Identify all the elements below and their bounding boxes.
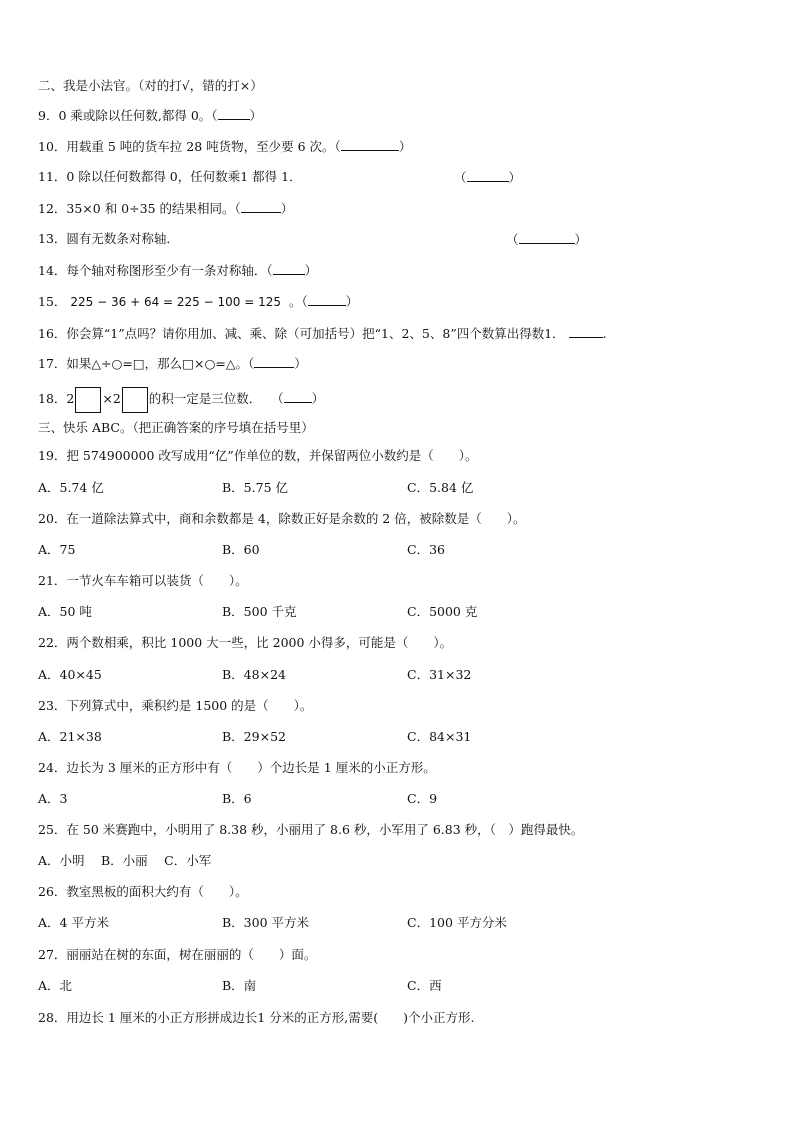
option-a[interactable]: A．3 xyxy=(38,791,68,806)
answer-blank[interactable] xyxy=(467,169,509,182)
option-b[interactable]: B．5.75 亿 xyxy=(222,480,288,495)
answer-blank[interactable] xyxy=(341,138,399,151)
option-c[interactable]: C．5.84 亿 xyxy=(407,480,474,495)
option-b[interactable]: B．48×24 xyxy=(222,667,286,682)
option-c[interactable]: C．84×31 xyxy=(407,729,472,744)
question-21: 21．一节火车车箱可以装货（ ）。 xyxy=(38,573,248,588)
question-10: 10．用载重 5 吨的货车拉 28 吨货物，至少要 6 次。（ ） xyxy=(38,139,412,154)
question-12: 12．35×0 和 0÷35 的结果相同。（ ） xyxy=(38,201,294,216)
question-18: 18．2 ×2 的积一定是三位数． （ ） xyxy=(38,386,324,413)
math-expression: 225 − 36 + 64 = 225 − 100 = 125 xyxy=(70,295,281,309)
answer-blank[interactable] xyxy=(273,262,305,275)
question-number: 16． xyxy=(38,326,67,341)
question-number: 10． xyxy=(38,139,67,154)
question-number: 18． xyxy=(38,391,67,406)
question-20: 20．在一道除法算式中，商和余数都是 4，除数正好是余数的 2 倍，被除数是（ ）。 xyxy=(38,511,526,526)
answer-blank[interactable] xyxy=(218,107,250,120)
option-a[interactable]: A．北 xyxy=(38,978,73,993)
option-b[interactable]: B．300 平方米 xyxy=(222,915,310,930)
question-text: 如果△÷○=□，那么□×○=△。（ xyxy=(66,356,255,371)
option-a[interactable]: A．4 平方米 xyxy=(38,915,109,930)
question-text: 35×0 和 0÷35 的结果相同。（ xyxy=(66,201,241,216)
option-a[interactable]: A．21×38 xyxy=(38,729,102,744)
option-b[interactable]: B．29×52 xyxy=(222,729,286,744)
answer-blank[interactable] xyxy=(308,293,346,306)
option-b[interactable]: B．500 千克 xyxy=(222,604,297,619)
option-a[interactable]: A．40×45 xyxy=(38,667,102,682)
option-a[interactable]: A．50 吨 xyxy=(38,604,92,619)
question-text: 的积一定是三位数． xyxy=(148,391,262,406)
question-28: 28．用边长 1 厘米的小正方形拼成边长1 分米的正方形,需要( )个小正方形. xyxy=(38,1010,475,1025)
option-a[interactable]: A．75 xyxy=(38,542,76,557)
question-16: 16．你会算“1”点吗？请你用加、减、乘、除（可加括号）把“1、2、5、8”四个数算出得数1． . xyxy=(38,326,607,341)
option-c[interactable]: C．36 xyxy=(407,542,445,557)
answer-blank[interactable] xyxy=(254,355,294,368)
options-inline[interactable]: A．小明 B．小丽 C．小军 xyxy=(38,853,212,868)
answer-blank[interactable] xyxy=(519,231,575,244)
question-text: 你会算“1”点吗？请你用加、减、乘、除（可加括号）把“1、2、5、8”四个数算出得数1． xyxy=(66,326,565,341)
option-b[interactable]: B．6 xyxy=(222,791,252,806)
option-c[interactable]: C．9 xyxy=(407,791,438,806)
question-number: 14． xyxy=(38,263,67,278)
section-2-heading: 二、我是小法官。（对的打√，错的打×） xyxy=(38,78,263,93)
option-c[interactable]: C．5000 克 xyxy=(407,604,478,619)
question-14: 14．每个轴对称图形至少有一条对称轴．（ ） xyxy=(38,263,318,278)
section-3-heading: 三、快乐 ABC。（把正确答案的序号填在括号里） xyxy=(38,420,314,435)
question-text: 0 乘或除以任何数,都得 0。（ xyxy=(58,108,218,123)
question-number: 11． xyxy=(38,169,67,184)
question-27: 27．丽丽站在树的东面，树在丽丽的（ ）面。 xyxy=(38,947,317,962)
question-text: 。（ xyxy=(288,294,308,309)
question-13: 13．圆有无数条对称轴． （ ） xyxy=(38,231,588,247)
question-15: 15． 225 − 36 + 64 = 225 − 100 = 125 。（ ） xyxy=(38,294,359,309)
question-text: 0 除以任何数都得 0，任何数乘1 都得 1． xyxy=(66,169,302,184)
digit-box-2[interactable] xyxy=(122,387,148,413)
question-9: 9．0 乘或除以任何数,都得 0。（ ） xyxy=(38,108,263,123)
option-c[interactable]: C．31×32 xyxy=(407,667,472,682)
question-number: 17． xyxy=(38,356,67,371)
option-a[interactable]: A．5.74 亿 xyxy=(38,480,104,495)
question-23: 23．下列算式中，乘积约是 1500 的是（ ）。 xyxy=(38,698,313,713)
option-b[interactable]: B．南 xyxy=(222,978,257,993)
question-number: 15． xyxy=(38,294,67,309)
question-19: 19．把 574900000 改写成用“亿”作单位的数，并保留两位小数约是（ ）。 xyxy=(38,448,478,463)
answer-blank[interactable] xyxy=(569,325,603,338)
question-number: 12． xyxy=(38,201,67,216)
question-number: 13． xyxy=(38,231,67,246)
answer-blank[interactable] xyxy=(284,390,312,403)
question-22: 22．两个数相乘，积比 1000 大一些，比 2000 小得多，可能是（ ）。 xyxy=(38,635,453,650)
option-c[interactable]: C．西 xyxy=(407,978,442,993)
question-17: 17．如果△÷○=□，那么□×○=△。（ ） xyxy=(38,356,307,371)
digit-box-1[interactable] xyxy=(75,387,101,413)
question-26: 26．教室黑板的面积大约有（ ）。 xyxy=(38,884,248,899)
question-text: 圆有无数条对称轴． xyxy=(66,231,179,246)
answer-blank[interactable] xyxy=(241,200,281,213)
question-text: 用载重 5 吨的货车拉 28 吨货物，至少要 6 次。（ xyxy=(66,139,341,154)
option-c[interactable]: C．100 平方分米 xyxy=(407,915,507,930)
question-text: 每个轴对称图形至少有一条对称轴．（ xyxy=(66,263,273,278)
question-25: 25．在 50 米赛跑中，小明用了 8.38 秒，小丽用了 8.6 秒，小军用了 6.83 秒，（ ）跑得最快。 xyxy=(38,822,584,837)
option-b[interactable]: B．60 xyxy=(222,542,260,557)
question-11: 11．0 除以任何数都得 0，任何数乘1 都得 1． （ ） xyxy=(38,169,522,185)
question-number: 9． xyxy=(38,108,59,123)
question-24: 24．边长为 3 厘米的正方形中有（ ）个边长是 1 厘米的小正方形。 xyxy=(38,760,436,775)
